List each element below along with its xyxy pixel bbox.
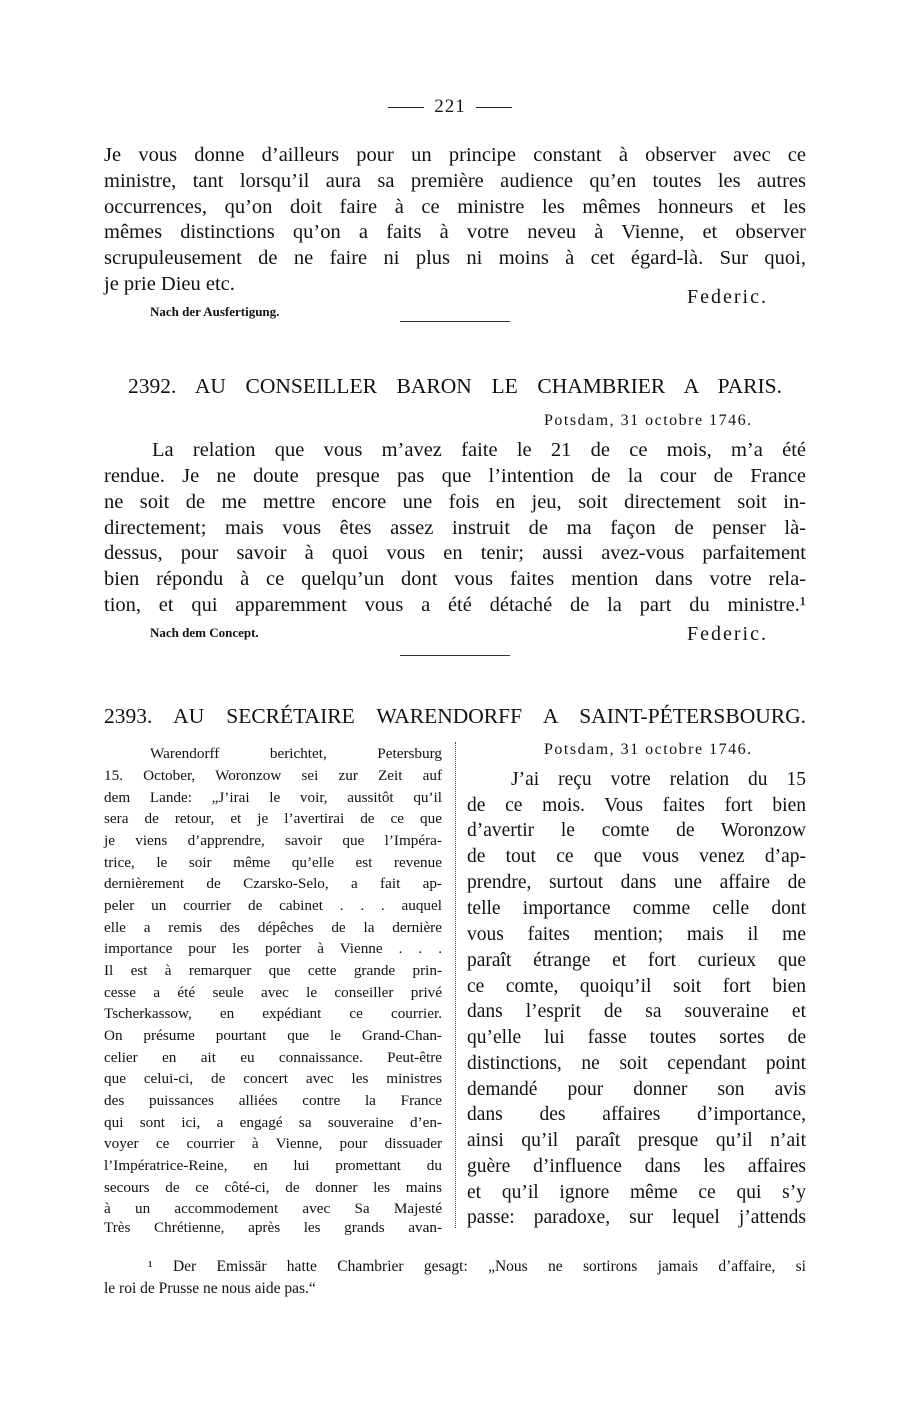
text-line: ne soit de me mettre encore une fois en jeu, soit directement soit in- <box>104 491 806 513</box>
letter-line: guère d’influence dans les affaires <box>467 1156 806 1177</box>
dateline: Potsdam, 31 octobre 1746. <box>544 412 753 429</box>
text-line: occurrences, qu’on doit faire à ce ministre les mêmes honneurs et les <box>104 196 806 218</box>
page-number-rule-left <box>388 107 424 108</box>
letter-line: d’avertir le comte de Woronzow <box>467 820 806 841</box>
letter-line: J’ai reçu votre relation du 15 <box>511 769 806 790</box>
letter-line: telle importance comme celle dont <box>467 898 806 919</box>
summary-line: On présume pourtant que le Grand-Chan- <box>104 1027 442 1044</box>
letter-line: ce comte, quoiqu’il soit fort bien <box>467 976 806 997</box>
summary-line: à un accommodement avec Sa Majesté <box>104 1200 442 1217</box>
summary-line: je viens d’apprendre, savoir que l’Impéra- <box>104 832 442 849</box>
letter-line: demandé pour donner son avis <box>467 1079 806 1100</box>
text-line: dessus, pour savoir à quoi vous en tenir; aussi avez-vous parfaitement <box>104 542 806 564</box>
summary-line: importance pour les porter à Vienne . . . <box>104 940 442 957</box>
summary-line: cesse a été seule avec le conseiller privé <box>104 984 442 1001</box>
page-number-rule-right <box>476 107 512 108</box>
text-line: Je vous donne d’ailleurs pour un principe constant à observer avec ce <box>104 144 806 166</box>
text-line: ministre, tant lorsqu’il aura sa première audience qu’en toutes les autres <box>104 170 806 192</box>
signature: Federic. <box>687 286 768 308</box>
letter-line: prendre, surtout dans une affaire de <box>467 872 806 893</box>
text-line: directement; mais vous êtes assez instruit de ma façon de penser là- <box>104 517 806 539</box>
footnote-line: ¹ Der Emissär hatte Chambrier gesagt: „Nous ne sortirons jamais d’affaire, si <box>148 1258 806 1275</box>
summary-line: Très Chrétienne, après les grands avan- <box>104 1219 442 1236</box>
text-line: La relation que vous m’avez faite le 21 de ce mois, m’a été <box>152 439 806 461</box>
section-divider <box>400 655 510 656</box>
text-line: rendue. Je ne doute presque pas que l’intention de la cour de France <box>104 465 806 487</box>
summary-line: sera de retour, et je l’avertirai de ce que <box>104 810 442 827</box>
summary-line: 15. October, Woronzow sei zur Zeit auf <box>104 767 442 784</box>
summary-line: trice, le soir même qu’elle est revenue <box>104 854 442 871</box>
text-line: scrupuleusement de ne faire ni plus ni moins à cet égard-là. Sur quoi, <box>104 247 806 269</box>
summary-line: voyer ce courrier à Vienne, pour dissuader <box>104 1135 442 1152</box>
letter-line: passe: paradoxe, sur lequel j’attends <box>467 1207 806 1228</box>
summary-line: des puissances alliées contre la France <box>104 1092 442 1109</box>
summary-line: celier en ait eu connaissance. Peut-être <box>104 1049 442 1066</box>
letter-line: dans l’esprit de sa souveraine et <box>467 1001 806 1022</box>
page-number-text: 221 <box>434 96 466 117</box>
letter-line: de tout ce que vous venez d’ap- <box>467 846 806 867</box>
dateline: Potsdam, 31 octobre 1746. <box>544 741 753 758</box>
letter-heading: 2393. AU SECRÉTAIRE WARENDORFF A SAINT-PÉTERSBOURG. <box>104 704 806 728</box>
letter-line: paraît étrange et fort curieux que <box>467 950 806 971</box>
column-separator <box>455 742 456 1228</box>
summary-line: Tscherkassow, en expédiant ce courrier. <box>104 1005 442 1022</box>
summary-line: dem Lande: „J’irai le voir, aussitôt qu’il <box>104 789 442 806</box>
source-note: Nach der Ausfertigung. <box>150 304 280 319</box>
summary-line: secours de ce côté-ci, de donner les mains <box>104 1179 442 1196</box>
summary-line: qui sont ici, a engagé sa souveraine d’en- <box>104 1114 442 1131</box>
text-line: bien répondu à ce quelqu’un dont vous faites mention dans votre rela- <box>104 568 806 590</box>
letter-line: distinctions, ne soit cependant point <box>467 1053 806 1074</box>
summary-line: dernièrement de Czarsko-Selo, a fait ap- <box>104 875 442 892</box>
letter-line: ainsi qu’il paraît presque qu’il n’ait <box>467 1130 806 1151</box>
text-line: tion, et qui apparemment vous a été détaché de la part du ministre.¹ <box>104 594 806 616</box>
letter-line: et qu’il ignore même ce qui s’y <box>467 1182 806 1203</box>
letter-line: vous faites mention; mais il me <box>467 924 806 945</box>
section-divider <box>400 321 510 322</box>
letter-line: qu’elle lui fasse toutes sortes de <box>467 1027 806 1048</box>
source-note: Nach dem Concept. <box>150 625 259 640</box>
summary-line: que celui-ci, de concert avec les ministres <box>104 1070 442 1087</box>
summary-line: peler un courrier de cabinet . . . auquel <box>104 897 442 914</box>
text-line: mêmes distinctions qu’on a faits à votre neveu à Vienne, et observer <box>104 221 806 243</box>
page-number <box>0 96 900 118</box>
letter-heading: 2392. AU CONSEILLER BARON LE CHAMBRIER A PARIS. <box>128 374 782 398</box>
signature: Federic. <box>687 623 768 645</box>
letter-line: de ce mois. Vous faites fort bien <box>467 795 806 816</box>
letter-line: dans des affaires d’importance, <box>467 1104 806 1125</box>
summary-line: Il est à remarquer que cette grande prin- <box>104 962 442 979</box>
summary-line: l’Impératrice-Reine, en lui promettant du <box>104 1157 442 1174</box>
footnote-line: le roi de Prusse ne nous aide pas.“ <box>104 1280 316 1297</box>
summary-line: elle a remis des dépêches de la dernière <box>104 919 442 936</box>
text-line: je prie Dieu etc. <box>104 273 235 295</box>
summary-line: Warendorff berichtet, Petersburg <box>150 745 442 762</box>
